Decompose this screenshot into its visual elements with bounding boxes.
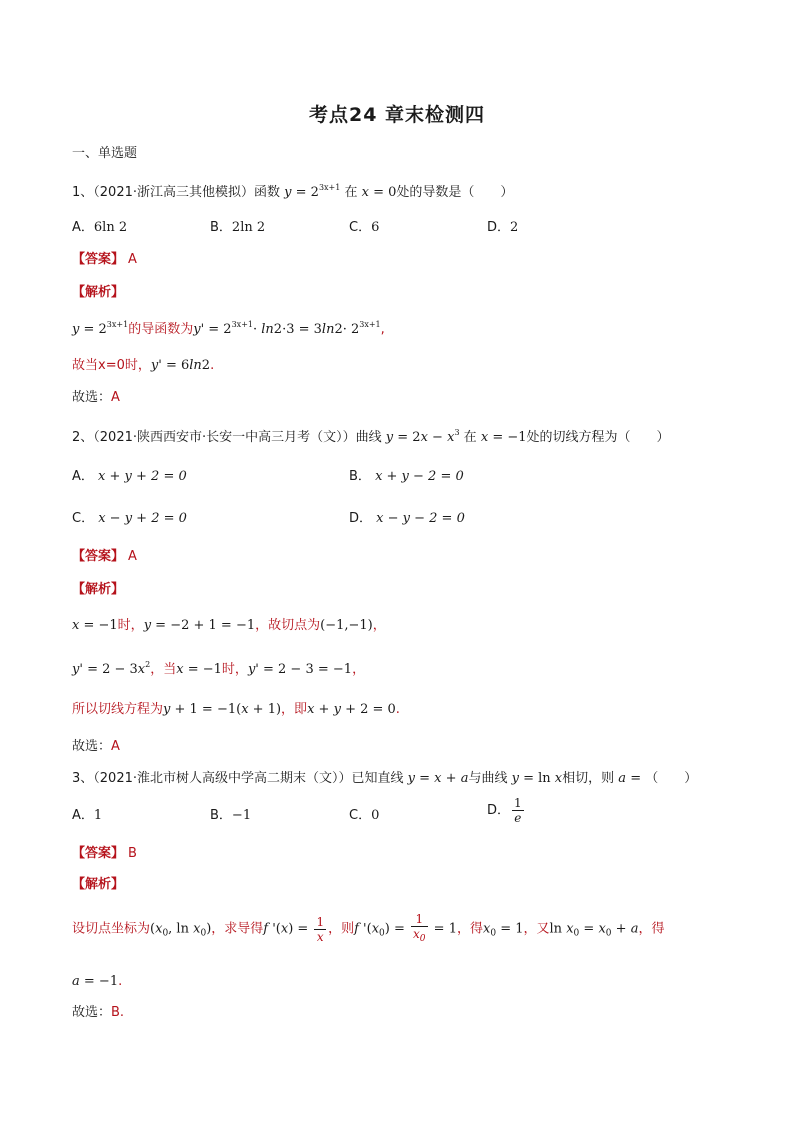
q1-analysis-line1: $y = 2^{3x+1}$的导函数为$y' = 2^{3x+1}\cdot \ln 2\cdot 3 = 3\ln 2\cdot 2^{3x+1}$,: [72, 320, 385, 337]
q2-answer: 【答案】 A: [72, 549, 137, 564]
question-2: 2、（2021·陕西西安市·长安一中高三月考（文））曲线 $y = 2x - x^3$ 在 x = −1处的切线方程为（ ）: [72, 428, 670, 445]
q1-analysis-line2: 故当x=0时，y' = 6ln2.: [72, 358, 215, 373]
section-heading: 一、单选题: [72, 146, 138, 161]
q2-analysis-tag: 【解析】: [72, 582, 125, 597]
q1-text-end: 处的导数是（ ）: [396, 185, 514, 200]
q2-select: 故选：A: [72, 739, 120, 754]
q1-option-c[interactable]: C．6: [349, 220, 380, 235]
q2-source: （2021·陕西西安市·长安一中高三月考（文））曲线: [93, 430, 382, 445]
q1-option-b[interactable]: B．2ln 2: [210, 220, 266, 235]
page-title: 考点24 章末检测四: [308, 104, 486, 126]
q1-function: y: [284, 185, 292, 200]
q3-analysis-line2: a = −1.: [72, 974, 123, 989]
q1-select: 故选：A: [72, 390, 120, 405]
q2-analysis-line2: $y' = 2 - 3x^2$，当x = −1时，y' = 2 − 3 = −1，: [72, 660, 366, 677]
q3-option-c[interactable]: C．0: [349, 808, 380, 823]
q3-analysis-tag: 【解析】: [72, 877, 125, 892]
q2-analysis-line3: 所以切线方程为y + 1 = −1(x + 1)，即x + y + 2 = 0.: [72, 702, 400, 717]
q3-analysis-line1: 设切点坐标为($x_0$, $\ln x_0$)，求导得f '(x) = $\frac{1}{x}$ ，则f '$(x_0)$ = $\frac{1}{x_0}$ = 1，得$x_0 = 1$，又$\ln x_0 = x_0 + a$，得: [72, 912, 665, 944]
q1-option-d[interactable]: D．2: [487, 220, 519, 235]
fraction-1-over-e: $\frac{1}{e}$: [514, 796, 522, 825]
q1-text-mid: 在: [344, 185, 358, 200]
q3-answer: 【答案】 B: [72, 846, 137, 861]
q3-option-d[interactable]: D． $\frac{1}{e}$: [487, 796, 522, 825]
q1-analysis-tag: 【解析】: [72, 285, 125, 300]
q2-number: 2、: [72, 430, 94, 445]
q1-source: （2021·浙江高三其他模拟）函数: [93, 185, 280, 200]
q3-option-b[interactable]: B．−1: [210, 808, 252, 823]
q2-analysis-line1: x = −1时，y = −2 + 1 = −1，故切点为(−1,−1)，: [72, 618, 386, 633]
q3-option-a[interactable]: A．1: [72, 808, 103, 823]
question-1: 1、（2021·浙江高三其他模拟）函数 $y = 2^{3x+1}$ 在 x = 0处的导数是（ ）: [72, 183, 514, 200]
q2-option-b[interactable]: B． x + y − 2 = 0: [349, 469, 464, 484]
q2-option-c[interactable]: C． x − y + 2 = 0: [72, 511, 187, 526]
q2-option-a[interactable]: A． x + y + 2 = 0: [72, 469, 187, 484]
q2-option-d[interactable]: D． x − y − 2 = 0: [349, 511, 465, 526]
q3-select: 故选：B.: [72, 1005, 125, 1020]
q1-answer: 【答案】 A: [72, 252, 137, 267]
q1-number: 1、: [72, 185, 94, 200]
question-3: 3、（2021·淮北市树人高级中学高二期末（文））已知直线 y = x + a与曲线 y = ln x相切，则 a = （ ）: [72, 771, 698, 786]
q1-option-a[interactable]: A．6ln 2: [72, 220, 128, 235]
